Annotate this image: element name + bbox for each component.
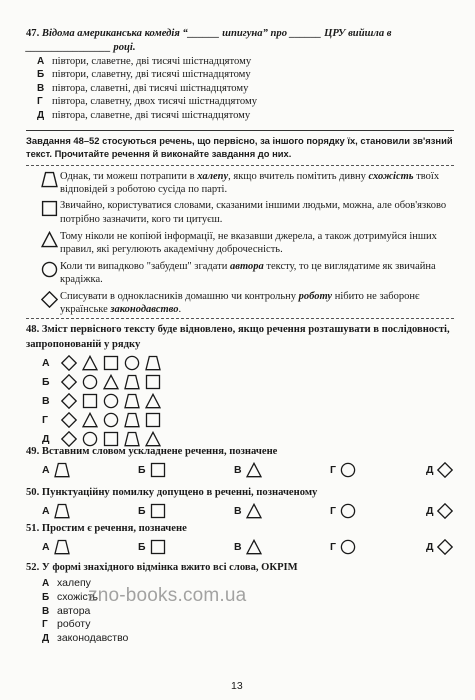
sentence-item	[38, 170, 453, 196]
question-52-number: 52.	[26, 562, 40, 573]
option-text: півтора, славетну, двох тисячі шістнадцятому	[52, 96, 258, 108]
sequence-cell	[142, 374, 163, 390]
text-fragment: Звичайно, користуватися словами, сказаними іншими людьми, можна, але обов'язково потрібно зазначити, кого ти цитуєш.	[60, 200, 447, 225]
question-51-number: 51.	[26, 523, 40, 534]
sequence-cell	[100, 374, 121, 390]
circle-icon	[340, 503, 356, 519]
diamond-icon	[61, 374, 77, 390]
text-fragment: Списувати в однокласників домашню чи контрольну	[60, 290, 299, 302]
circle-icon	[103, 393, 119, 409]
option-letter: Б	[37, 69, 45, 81]
question-47-title	[26, 27, 450, 55]
answer-marker	[150, 503, 166, 519]
option-letter: В	[234, 541, 242, 553]
sentence-text	[60, 260, 453, 286]
trapezoid-icon	[54, 503, 70, 519]
option-letter: Г	[42, 413, 48, 426]
question-49-title	[26, 445, 277, 459]
option-letter: В	[42, 605, 50, 617]
question-48-title	[26, 322, 456, 352]
trapezoid-icon	[124, 393, 140, 409]
sequence-cell	[79, 393, 100, 409]
answer-option	[330, 503, 426, 519]
option-letter: Б	[42, 591, 50, 603]
diamond-icon	[61, 412, 77, 428]
section-divider	[26, 130, 454, 131]
option-text: роботу	[57, 618, 91, 631]
sequence-cell	[58, 355, 79, 371]
question-48-text: Зміст первісного тексту буде відновлено, якщо речення розташувати в послідовності, запропонованій у рядку	[26, 324, 450, 350]
answer-marker	[150, 462, 166, 478]
sentence-text	[60, 170, 453, 196]
question-49-answers	[42, 462, 453, 478]
sequence-cell	[58, 374, 79, 390]
sentence-marker	[38, 290, 60, 308]
triangle-icon	[246, 539, 262, 555]
sentence-item	[38, 290, 453, 316]
q48-option-row	[42, 410, 163, 429]
option-letter: А	[42, 464, 50, 476]
sequence-cell	[121, 393, 142, 409]
sequence-cell	[142, 412, 163, 428]
dashed-divider-bottom	[26, 318, 454, 319]
option-text: півтори, славетне, дві тисячі шістнадцятому	[52, 56, 252, 67]
diamond-icon	[61, 355, 77, 371]
answer-marker	[340, 503, 356, 519]
answer-marker	[437, 539, 453, 555]
question-50-text: Пунктуаційну помилку допущено в реченні, позначеному	[41, 487, 318, 498]
question-48-grid	[42, 353, 163, 448]
answer-marker	[340, 462, 356, 478]
triangle-icon	[41, 231, 58, 248]
question-50-answers	[42, 503, 453, 519]
option-letter: А	[42, 356, 50, 369]
dashed-divider-top	[26, 165, 454, 166]
question-51-title	[26, 522, 187, 536]
answer-option	[42, 503, 138, 519]
q47-option	[37, 68, 447, 81]
square-icon	[150, 462, 166, 478]
option-letter: Б	[42, 375, 50, 388]
triangle-icon	[82, 355, 98, 371]
square-icon	[145, 412, 161, 428]
text-fragment: нібито не заборонє українське	[60, 290, 420, 315]
option-letter: Д	[426, 505, 434, 517]
option-letter: В	[234, 464, 242, 476]
question-48-number: 48.	[26, 324, 40, 335]
square-icon	[41, 200, 58, 217]
question-50-title	[26, 486, 317, 500]
sentence-marker	[38, 199, 60, 217]
option-text: схожість	[57, 590, 98, 603]
option-text: халепу	[57, 577, 91, 589]
highlighted-word: халепу	[197, 171, 229, 182]
text-fragment: .	[178, 303, 182, 315]
text-fragment: Однак, ти можеш потрапити в	[60, 171, 198, 182]
square-icon	[150, 503, 166, 519]
q47-option	[37, 95, 447, 108]
option-text: півтори, славетну, дві тисячі шістнадцятому	[52, 69, 251, 81]
q48-option-row	[42, 391, 163, 410]
sequence-cell	[79, 412, 100, 428]
question-49-text: Вставним словом ускладнене речення, позначене	[41, 446, 278, 457]
sentence-item	[38, 199, 453, 225]
page-number: 13	[231, 680, 243, 692]
tasks-intro: Завдання 48–52 стосуються речень, що первісно, за іншого порядку їх, становили зв'язний текст. Прочитайте речення й виконайте завдання до них.	[26, 135, 453, 159]
option-letter: Г	[330, 505, 336, 517]
question-51-text: Простим є речення, позначене	[41, 523, 187, 534]
text-fragment: Тому ніколи не копіюй інформації, не вказавши джерела, а також дотримуйся інших правил, які регулюють академічну доброчесність.	[60, 230, 437, 256]
answer-option	[426, 539, 453, 555]
sequence-cell	[142, 393, 163, 409]
option-letter: В	[42, 394, 50, 407]
triangle-icon	[103, 374, 119, 390]
circle-icon	[41, 261, 58, 278]
diamond-icon	[437, 503, 453, 519]
option-text: півтора, славетне, дві тисячі шістнадцятому	[52, 109, 251, 121]
option-text: півтора, славетні, дві тисячі шістнадцятому	[52, 82, 249, 94]
answer-option	[234, 462, 330, 478]
triangle-icon	[145, 393, 161, 409]
option-letter: В	[234, 505, 242, 517]
sentence-text	[60, 230, 453, 256]
answer-marker	[150, 539, 166, 555]
option-letter: Б	[138, 541, 146, 553]
option-text: законодавство	[57, 632, 129, 645]
answer-option	[42, 462, 138, 478]
q47-option	[37, 55, 447, 68]
sequence-cell	[121, 374, 142, 390]
option-letter: Д	[37, 109, 45, 121]
trapezoid-icon	[124, 412, 140, 428]
answer-marker	[246, 539, 262, 555]
option-letter: Г	[37, 96, 43, 108]
highlighted-word: роботу	[298, 290, 333, 302]
sentence-marker	[38, 230, 60, 248]
diamond-icon	[437, 539, 453, 555]
sequence-cell	[100, 393, 121, 409]
highlighted-word: законодавство	[110, 303, 179, 315]
answer-option	[138, 539, 234, 555]
triangle-icon	[246, 462, 262, 478]
trapezoid-icon	[54, 539, 70, 555]
circle-icon	[340, 539, 356, 555]
question-47-number: 47.	[26, 28, 40, 39]
answer-option	[330, 462, 426, 478]
sentence-text	[60, 290, 453, 316]
option-letter: А	[42, 578, 50, 589]
answer-marker	[437, 462, 453, 478]
q47-option	[37, 82, 447, 95]
option-letter: Б	[138, 464, 146, 476]
option-letter: А	[37, 56, 45, 67]
sentence-item	[38, 230, 453, 256]
question-52-title	[26, 561, 298, 575]
text-fragment: тексту, то це виглядатиме як звичайна крадіжка.	[60, 261, 436, 286]
circle-icon	[124, 355, 140, 371]
answer-option	[426, 462, 453, 478]
answer-option	[426, 503, 453, 519]
answer-option	[330, 539, 426, 555]
option-letter: Г	[42, 619, 48, 631]
circle-icon	[82, 374, 98, 390]
option-letter: Д	[42, 432, 50, 445]
q48-option-row	[42, 372, 163, 391]
question-49-number: 49.	[26, 446, 40, 457]
option-letter: Д	[426, 541, 434, 553]
question-52-text: У формі знахідного відмінка вжито всі слова, ОКРІМ	[41, 562, 298, 573]
answer-marker	[340, 539, 356, 555]
square-icon	[145, 374, 161, 390]
sequence-cell	[79, 355, 100, 371]
answer-option	[234, 503, 330, 519]
diamond-icon	[41, 291, 58, 308]
sequence-cell	[58, 393, 79, 409]
sentences-list	[38, 170, 453, 320]
square-icon	[103, 355, 119, 371]
answer-marker	[54, 503, 70, 519]
triangle-icon	[82, 412, 98, 428]
diamond-icon	[437, 462, 453, 478]
answer-marker	[246, 503, 262, 519]
sequence-cell	[79, 374, 100, 390]
text-fragment: Коли ти випадково "забудеш" згадати	[60, 261, 230, 273]
option-text: автора	[57, 604, 91, 617]
answer-marker	[54, 539, 70, 555]
text-fragment: твоїх відповідей з роботою сусіда по парті.	[60, 171, 440, 196]
option-letter: В	[37, 82, 45, 94]
circle-icon	[340, 462, 356, 478]
option-letter: Д	[42, 633, 50, 645]
square-icon	[82, 393, 98, 409]
answer-marker	[437, 503, 453, 519]
square-icon	[150, 539, 166, 555]
sequence-cell	[142, 355, 163, 371]
answer-marker	[54, 462, 70, 478]
option-letter: Б	[138, 505, 146, 517]
answer-option	[138, 503, 234, 519]
q48-option-row	[42, 353, 163, 372]
watermark: zno-books.com.ua	[88, 585, 247, 606]
text-fragment: , якщо вчитель помітить дивну	[228, 171, 369, 182]
trapezoid-icon	[145, 355, 161, 371]
sentence-marker	[38, 260, 60, 278]
q47-option	[37, 109, 447, 122]
question-47-options	[37, 55, 447, 122]
answer-marker	[246, 462, 262, 478]
trapezoid-icon	[41, 171, 58, 188]
option-letter: А	[42, 505, 50, 517]
trapezoid-icon	[54, 462, 70, 478]
sequence-cell	[58, 412, 79, 428]
sentence-marker	[38, 170, 60, 188]
sentence-item	[38, 260, 453, 286]
option-letter: Д	[426, 464, 434, 476]
sequence-cell	[100, 412, 121, 428]
sequence-cell	[121, 355, 142, 371]
highlighted-word: автора	[230, 261, 264, 273]
answer-option	[42, 539, 138, 555]
sentence-text	[60, 199, 453, 225]
question-47-text: Відома американська комедія “______ шпигуна” про ______ ЦРУ вийшла в ________________ році.	[26, 28, 392, 53]
option-letter: Г	[330, 464, 336, 476]
question-50-number: 50.	[26, 487, 40, 498]
q52-option	[42, 618, 242, 632]
option-letter: А	[42, 541, 50, 553]
answer-option	[138, 462, 234, 478]
sequence-cell	[121, 412, 142, 428]
q52-option	[42, 632, 242, 646]
diamond-icon	[61, 393, 77, 409]
answer-option	[234, 539, 330, 555]
question-51-answers	[42, 539, 453, 555]
sequence-cell	[100, 355, 121, 371]
highlighted-word: схожість	[368, 171, 414, 182]
triangle-icon	[246, 503, 262, 519]
trapezoid-icon	[124, 374, 140, 390]
circle-icon	[103, 412, 119, 428]
option-letter: Г	[330, 541, 336, 553]
